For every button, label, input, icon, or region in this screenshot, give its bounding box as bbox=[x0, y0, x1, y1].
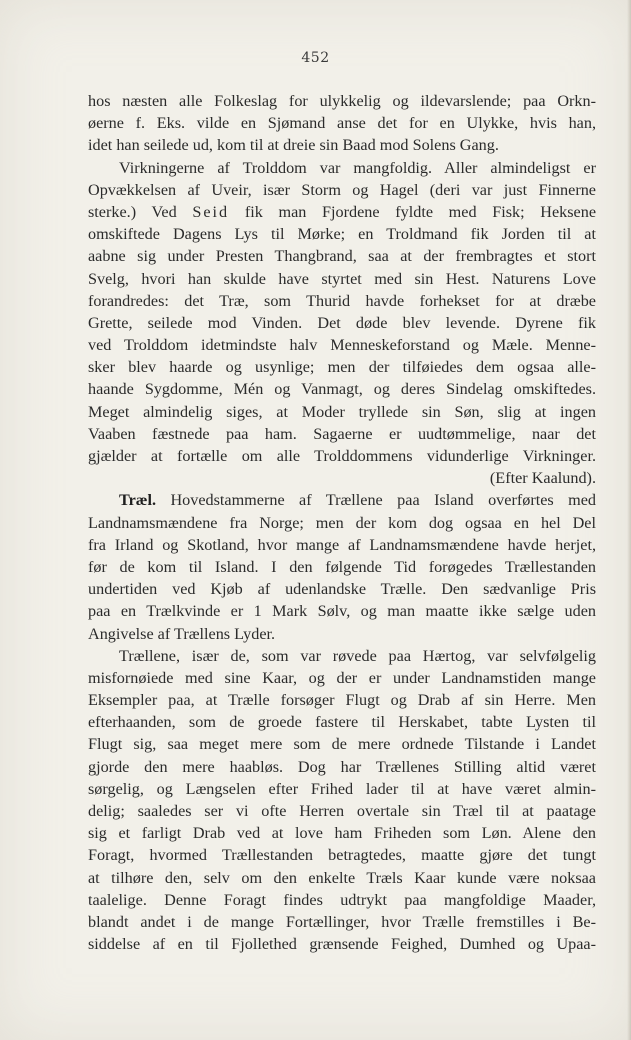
text-fragment: sterke.) bbox=[88, 202, 137, 221]
page-number: 452 bbox=[301, 50, 330, 66]
text-fragment: Ved bbox=[151, 202, 177, 221]
text-line-heading bbox=[88, 489, 596, 511]
text-line: Grette, seilede mod Vinden. Det døde blev levende. Dyrene fik bbox=[88, 313, 596, 332]
text-line: Landnamsmændene fra Norge; men der kom dog ogsaa en hel Del bbox=[88, 513, 596, 532]
text-line: før de kom til Island. I den følgende Tid forøgedes Trællestanden bbox=[88, 557, 596, 576]
text-line: efterhaanden, som de groede fastere til Herskabet, tabte Lysten til bbox=[88, 713, 596, 732]
text-line: hos næsten alle Folkeslag for ulykkelig og ildevarslende; paa Orkn- bbox=[88, 92, 596, 110]
text-line: gjælder at fortælle om alle Trolddommens vidunderlige Virkninger. bbox=[88, 447, 596, 465]
citation: (Efter Kaalund). bbox=[489, 469, 596, 488]
paragraph-continuation bbox=[88, 90, 596, 157]
text-line: paa en Trælkvinde er 1 Mark Sølv, og man maatte ikke sælge uden bbox=[88, 602, 596, 621]
emphasized-word-seid: Seid bbox=[192, 202, 230, 221]
text-line: Opvækkelsen af Uveir, især Storm og Hagel (deri var just Finnerne bbox=[88, 180, 596, 199]
text-line: forandredes: det Træ, som Thurid havde forhekset for at dræbe bbox=[88, 291, 596, 310]
text-line: siddelse af en til Fjollethed grænsende Feighed, Dumhed og Upaa- bbox=[88, 935, 596, 954]
text-line: Eksempler paa, at Trælle forsøger Flugt og Drab af sin Herre. Men bbox=[88, 691, 596, 710]
text-line: sker blev haarde og usynlige; men der tilføiedes dem ogsaa alle- bbox=[88, 358, 596, 377]
text-line: blandt andet i de mange Fortællinger, hvor Trælle fremstilles i Be- bbox=[88, 912, 596, 931]
text-line: sørgelig, og Længselen efter Frihed lader til at have været almin- bbox=[88, 779, 596, 798]
text-line-seid bbox=[88, 201, 596, 223]
text-line: delig; saaledes ser vi ofte Herren overtale sin Træl til at paatage bbox=[88, 802, 596, 820]
text-fragment: fik man Fjordene fyldte med Fisk; Heksene bbox=[244, 202, 597, 221]
body-text bbox=[88, 90, 596, 955]
text-line: sig et farligt Drab ved at love ham Friheden som Løn. Alene den bbox=[88, 824, 596, 843]
text-fragment: Hovedstammerne af Trællene paa Island overførtes med bbox=[170, 491, 596, 510]
text-line: taalelige. Denne Foragt findes udtrykt paa mangfoldige Maader, bbox=[88, 890, 596, 909]
text-line: Virkningerne af Trolddom var mangfoldig. Aller almindeligst er bbox=[119, 158, 596, 177]
text-line: Trællene, især de, som var røvede paa Hærtog, var selvfølgelig bbox=[119, 646, 596, 665]
text-line: idet han seilede ud, kom til at dreie sin Baad mod Solens Gang. bbox=[88, 136, 499, 155]
text-line: Flugt sig, saa meget mere som de mere ordnede Tilstande i Landet bbox=[88, 735, 596, 754]
text-line: Meget almindelig siges, at Moder tryllede sin Søn, slig at ingen bbox=[88, 402, 596, 421]
text-line: misfornøiede med sine Kaar, og der er under Landnamstiden mange bbox=[88, 668, 596, 687]
scan-edge-shadow bbox=[627, 0, 631, 1040]
text-line: Angivelse af Trællens Lyder. bbox=[88, 624, 276, 643]
text-line: omskiftede Dagens Lys til Mørke; en Troldmand fik Jorden til at bbox=[88, 225, 596, 244]
text-line: øerne f. Eks. vilde en Sjømand anse det for en Ulykke, hvis han, bbox=[88, 114, 596, 133]
text-line: gjorde den mere haabløs. Dog har Trællenes Stilling altid været bbox=[88, 757, 596, 776]
text-line: ved Trolddom idetmindste halv Menneskeforstand og Mæle. Menne- bbox=[88, 336, 596, 355]
text-line: at tilhøre den, selv om den enkelte Træls Kaar kunde være noksaa bbox=[88, 868, 596, 887]
section-heading: Træl. bbox=[119, 491, 157, 510]
paragraph-traellene bbox=[88, 645, 596, 956]
text-line: undertiden ved Kjøb af udenlandske Trælle. Den sædvanlige Pris bbox=[88, 580, 596, 599]
text-line: Svelg, hvori han skulde have styrtet med sin Hest. Naturens Love bbox=[88, 269, 596, 288]
paragraph-trael bbox=[88, 489, 596, 644]
text-line: aabne sig under Presten Thangbrand, saa at der frembragtes et stort bbox=[88, 247, 596, 266]
text-line: fra Irland og Skotland, hvor mange af Landnamsmændene havde herjet, bbox=[88, 535, 596, 554]
paragraph-trolddom-effects bbox=[88, 157, 596, 490]
text-line: Vaaben fæstnede paa ham. Sagaerne er uudtømmelige, naar det bbox=[88, 424, 596, 443]
text-line: haande Sygdomme, Mén og Vanmagt, og deres Sindelag omskiftedes. bbox=[88, 380, 596, 399]
text-line: Foragt, hvormed Trællestanden betragtedes, maatte gjøre det tungt bbox=[88, 846, 596, 865]
